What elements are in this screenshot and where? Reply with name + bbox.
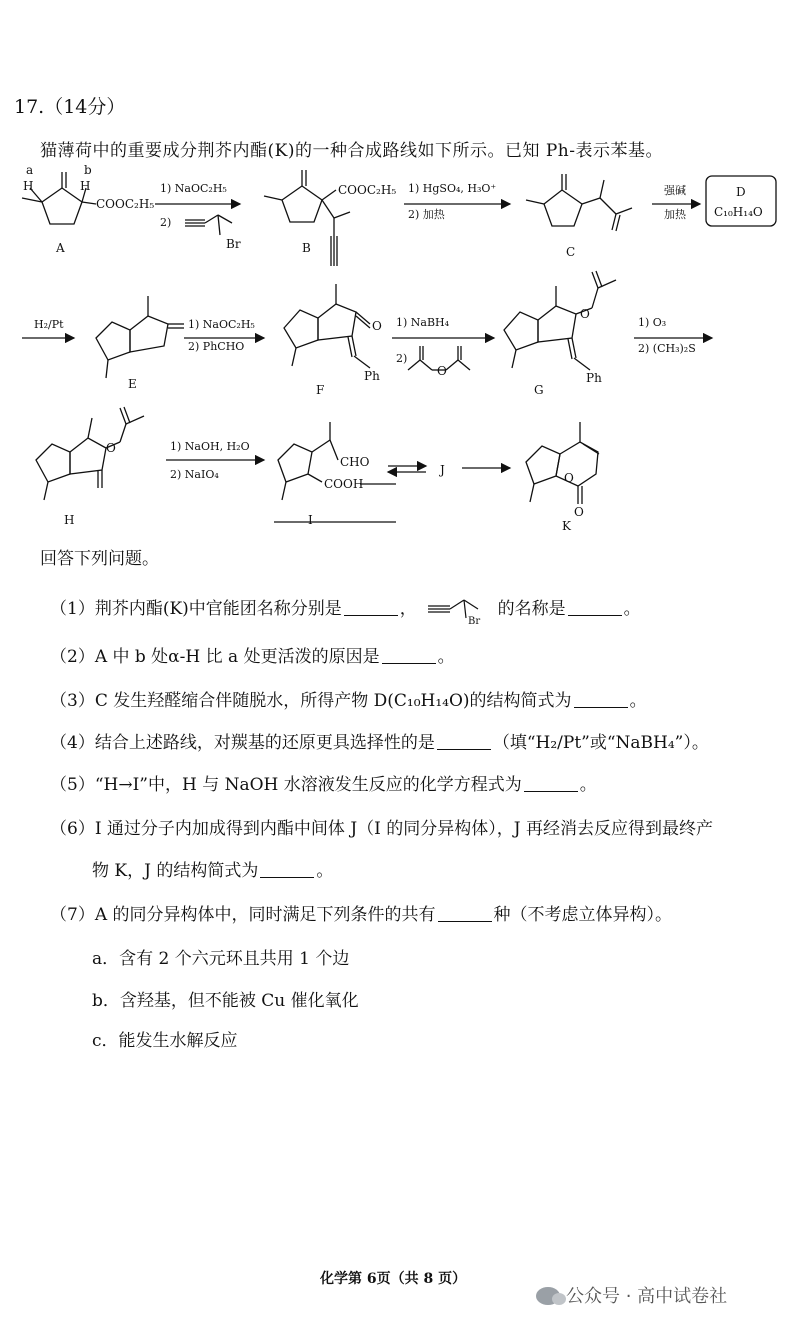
question-7 bbox=[50, 904, 672, 926]
alkyne-bromide-structure bbox=[422, 596, 492, 626]
q2-text-a: （2）A 中 b 处α-H 比 a 处更活泼的原因是 bbox=[50, 647, 380, 667]
label-compound-k: K bbox=[562, 519, 571, 533]
cond-e-f-2: 2) PhCHO bbox=[188, 340, 245, 353]
cond-b-c-2: 2) 加热 bbox=[408, 208, 445, 221]
cond-h-i-2: 2) NaIO₄ bbox=[170, 468, 219, 481]
q1-text-d: 。 bbox=[623, 599, 641, 619]
q1-text-b: ， bbox=[399, 599, 417, 619]
brand-text: 公众号 · 高中试卷社 bbox=[566, 1286, 728, 1307]
q4-blank bbox=[437, 733, 491, 750]
compound-c-structure bbox=[526, 174, 632, 231]
cond-f-g-1: 1) NaBH₄ bbox=[396, 316, 450, 329]
q5-blank bbox=[524, 775, 578, 792]
q7-text-a: （7）A 的同分异构体中，同时满足下列条件的共有 bbox=[50, 905, 436, 925]
label-br: Br bbox=[226, 237, 241, 251]
label-compound-g: G bbox=[534, 383, 544, 397]
label-d-formula: C₁₀H₁₄O bbox=[714, 205, 763, 219]
label-h-b: H bbox=[80, 179, 91, 193]
question-5 bbox=[50, 774, 597, 796]
label-compound-e: E bbox=[128, 377, 137, 391]
question-6-line2 bbox=[92, 860, 333, 882]
chat-bubble-icon bbox=[536, 1287, 560, 1305]
label-ph-f: Ph bbox=[364, 369, 380, 383]
label-compound-j: J bbox=[440, 463, 445, 477]
cond-d-e: H₂/Pt bbox=[34, 318, 64, 331]
cond-c-d-2: 加热 bbox=[664, 208, 686, 221]
q3-blank bbox=[574, 691, 628, 708]
q4-text-b: （填“H₂/Pt”或“NaBH₄”）。 bbox=[492, 733, 709, 753]
compound-f-structure bbox=[284, 284, 370, 368]
label-cho: CHO bbox=[340, 455, 370, 469]
option-b: b．含羟基，但不能被 Cu 催化氧化 bbox=[92, 991, 359, 1011]
q6-blank bbox=[260, 861, 314, 878]
q7-blank bbox=[438, 905, 492, 922]
label-ester-b: COOC₂H₅ bbox=[338, 183, 397, 197]
synthesis-scheme bbox=[0, 160, 800, 540]
q3-text-a: （3）C 发生羟醛缩合伴随脱水，所得产物 D(C₁₀H₁₄O)的结构简式为 bbox=[50, 691, 572, 711]
question-4 bbox=[50, 732, 709, 754]
question-intro: 猫薄荷中的重要成分荆芥内酯(K)的一种合成路线如下所示。已知 Ph-表示苯基。 bbox=[40, 141, 663, 161]
cond-e-f-1: 1) NaOC₂H₅ bbox=[188, 318, 255, 331]
cond-c-d-1: 强碱 bbox=[664, 184, 686, 197]
label-compound-d: D bbox=[736, 185, 746, 199]
label-o-anhydride: O bbox=[437, 364, 447, 378]
label-o-h: O bbox=[106, 441, 116, 455]
label-compound-c: C bbox=[566, 245, 576, 259]
label-b-site: b bbox=[84, 163, 92, 177]
question-1 bbox=[50, 596, 641, 626]
label-compound-a: A bbox=[56, 241, 65, 255]
compound-k-structure bbox=[526, 422, 599, 504]
q5-text-b: 。 bbox=[579, 775, 597, 795]
q6-text-b: 。 bbox=[316, 861, 334, 881]
label-a-site: a bbox=[26, 163, 34, 177]
label-compound-h: H bbox=[64, 513, 75, 527]
q1-blank-1 bbox=[344, 599, 398, 616]
q1-text-c: 的名称是 bbox=[497, 599, 566, 619]
q1-text-a: （1）荆芥内酯(K)中官能团名称分别是 bbox=[50, 599, 342, 619]
q6-text-line1: （6）I 通过分子内加成得到内酯中间体 J（I 的同分异构体），J 再经消去反应得到最终产 bbox=[50, 819, 713, 839]
q2-blank bbox=[382, 647, 436, 664]
question-number: 17.（14分） bbox=[14, 96, 126, 118]
q4-text-a: （4）结合上述路线，对羰基的还原更具选择性的是 bbox=[50, 733, 435, 753]
label-compound-b: B bbox=[302, 241, 311, 255]
q6-text-a: 物 K，J 的结构简式为 bbox=[92, 861, 259, 881]
label-cooh: COOH bbox=[324, 477, 364, 491]
cond-a-b-1: 1) NaOC₂H₅ bbox=[160, 182, 227, 195]
question-3 bbox=[50, 690, 647, 712]
option-c: c．能发生水解反应 bbox=[92, 1031, 238, 1051]
label-ph-g: Ph bbox=[586, 371, 602, 385]
label-o-ring-k: O bbox=[564, 471, 574, 485]
question-2 bbox=[50, 646, 455, 668]
label-o-g: O bbox=[580, 307, 590, 321]
cond-b-c-1: 1) HgSO₄, H₃O⁺ bbox=[408, 182, 497, 195]
cond-g-h-2: 2) (CH₃)₂S bbox=[638, 342, 696, 355]
label-ester-a: COOC₂H₅ bbox=[96, 197, 155, 211]
q5-text-a: （5）“H→I”中，H 与 NaOH 水溶液发生反应的化学方程式为 bbox=[50, 775, 522, 795]
question-6-line1 bbox=[50, 818, 713, 840]
label-br-q1: Br bbox=[468, 616, 481, 626]
cond-g-h-1: 1) O₃ bbox=[638, 316, 667, 329]
brand-watermark bbox=[536, 1282, 727, 1308]
cond-f-g-2: 2) bbox=[396, 352, 408, 365]
answer-intro: 回答下列问题。 bbox=[40, 549, 159, 569]
label-compound-f: F bbox=[316, 383, 325, 397]
q3-text-b: 。 bbox=[629, 691, 647, 711]
compound-e-structure bbox=[96, 296, 184, 378]
q1-blank-2 bbox=[568, 599, 622, 616]
q7-text-b: 种（不考虑立体异构）。 bbox=[493, 905, 672, 925]
option-a: a．含有 2 个六元环且共用 1 个边 bbox=[92, 949, 350, 969]
cond-a-b-2: 2) bbox=[160, 216, 172, 229]
label-compound-i: I bbox=[308, 513, 313, 527]
label-o-f: O bbox=[372, 319, 382, 333]
q2-text-b: 。 bbox=[437, 647, 455, 667]
page-footer: 化学第 6页（共 8 页） bbox=[320, 1271, 467, 1287]
compound-g-structure bbox=[504, 271, 616, 370]
label-h-a: H bbox=[23, 179, 34, 193]
cond-h-i-1: 1) NaOH, H₂O bbox=[170, 440, 250, 453]
compound-h-structure bbox=[36, 407, 144, 500]
label-o-k: O bbox=[574, 505, 584, 519]
